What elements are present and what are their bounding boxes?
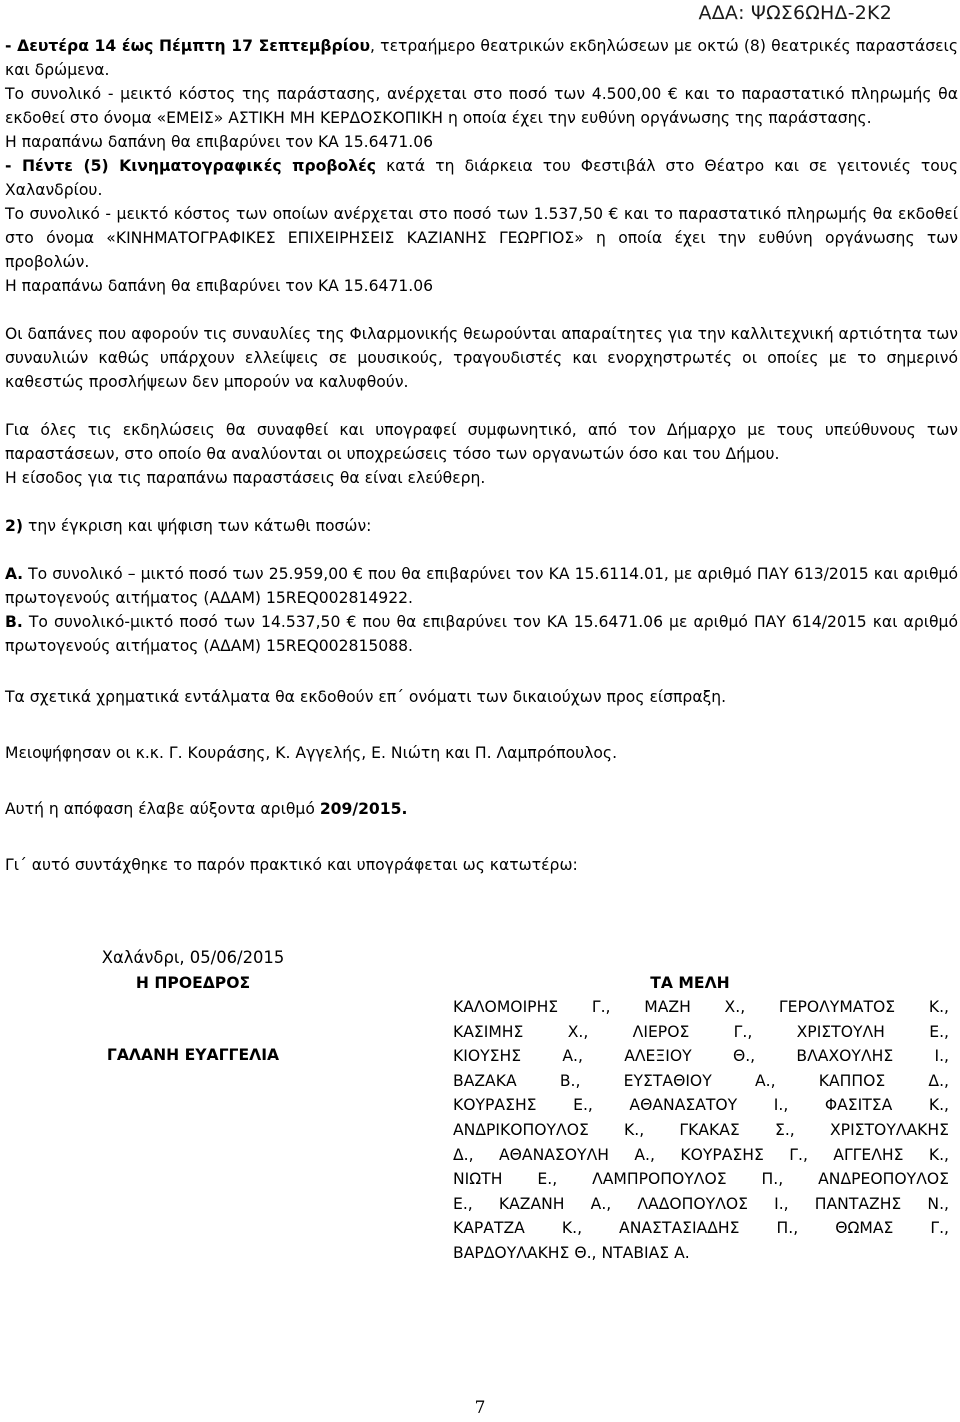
members-line: ΒΑΖΑΚΑ Β., ΕΥΣΤΑΘΙΟΥ Α., ΚΑΠΠΟΣ Δ., xyxy=(453,1071,949,1090)
paragraph-decision-number xyxy=(5,797,958,821)
paragraph-payment-orders: Τα σχετικά χρηματικά εντάλματα θα εκδοθούν επ΄ ονόματι των δικαιούχων προς είσπραξη. xyxy=(5,688,727,706)
paragraph-agreement: Για όλες τις εκδηλώσεις θα συναφθεί και υπογραφεί συμφωνητικό, από τον Δήμαρχο με τους υπεύθυνους των παραστάσεων, στο οποίο θα αναλύονται οι υποχρεώσεις τόσο των οργανωτών όσο και του Δήμου. xyxy=(5,421,958,463)
members-line: ΚΑΡΑΤΖΑ Κ., ΑΝΑΣΤΑΣΙΑΔΗΣ Π., ΘΩΜΑΣ Γ., xyxy=(453,1219,949,1238)
amount-a-label: Α. xyxy=(5,565,23,583)
paragraph-free-entry: Η είσοδος για τις παραπάνω παραστάσεις θα είναι ελεύθερη. xyxy=(5,469,486,487)
members-line: ΚΙΟΥΣΗΣ Α., ΑΛΕΞΙΟΥ Θ., ΒΛΑΧΟΥΛΗΣ Ι., xyxy=(453,1047,949,1066)
paragraph-film-cost: Το συνολικό - μεικτό κόστος των οποίων ανέρχεται στο ποσό των 1.537,50 € και το παραστατικό πληρωμής θα εκδοθεί στο όνομα «ΚΙΝΗΜΑΤΟΓΡΑΦΙΚΕΣ ΕΠΙΧΕΙΡΗΣΕΙΣ ΚΑΖΙΑΝΗΣ ΓΕΩΡΓΙΟΣ» η οποία έχει την ευθύνη οργάνωσης των προβολών. xyxy=(5,205,958,271)
film-screenings-text: κατά τη διάρκεια του Φεστιβάλ στο Θέατρο και σε γειτονιές τους Χαλανδρίου. xyxy=(5,157,958,199)
decision-number-text: Αυτή η απόφαση έλαβε αύξοντα αριθμό xyxy=(5,800,320,818)
amount-a-text: Το συνολικό – μικτό ποσό των 25.959,00 € που θα επιβαρύνει τον ΚΑ 15.6114.01, με αριθμό ΠΑΥ 613/2015 και αριθμό πρωτογενούς αιτήματος (ΑΔΑΜ) 15REQ002814922. xyxy=(5,565,958,607)
paragraph-amount-a xyxy=(5,562,958,610)
chair-title: Η ΠΡΟΕΔΡΟΣ xyxy=(135,974,251,992)
members-line: ΝΙΩΤΗ Ε., ΛΑΜΠΡΟΠΟΥΛΟΣ Π., ΑΝΔΡΕΟΠΟΥΛΟΣ xyxy=(453,1170,949,1189)
decision-number: 209/2015. xyxy=(319,800,408,818)
members-line: ΚΑΛΟΜΟΙΡΗΣ Γ., ΜΑΖΗ Χ., ΓΕΡΟΛΥΜΑΤΟΣ Κ., xyxy=(453,998,949,1016)
signature-date: Χαλάνδρι, 05/06/2015 xyxy=(101,948,285,967)
page-number: 7 xyxy=(474,1398,486,1418)
amount-b-text: Το συνολικό-μικτό ποσό των 14.537,50 € που θα επιβαρύνει τον ΚΑ 15.6471.06 με αριθμό ΠΑΥ 614/2015 και αριθμό πρωτογενούς αιτήματος (ΑΔΑΜ) 15REQ002815088. xyxy=(5,613,958,655)
members-line: ΚΑΣΙΜΗΣ Χ., ΛΙΕΡΟΣ Γ., ΧΡΙΣΤΟΥΛΗ Ε., xyxy=(453,1022,949,1041)
amount-b-label: Β. xyxy=(5,613,23,631)
paragraph-amount-b xyxy=(5,610,958,658)
paragraph-theatre-budget-code: Η παραπάνω δαπάνη θα επιβαρύνει τον ΚΑ 15.6471.06 xyxy=(5,133,434,151)
paragraph-philharmonic: Οι δαπάνες που αφορούν τις συναυλίες της Φιλαρμονικής θεωρούνται απαραίτητες για την καλλιτεχνική αρτιότητα των συναυλιών καθώς υπάρχουν ελλείψεις σε μουσικούς, τραγουδιστές και ενορχηστρωτές οι οποίες με το σημερινό καθεστώς προσλήψεων δεν μπορούν να καλυφθούν. xyxy=(5,325,958,391)
paragraph-closing: Γι΄ αυτό συντάχθηκε το παρόν πρακτικό και υπογράφεται ως κατωτέρω: xyxy=(5,856,578,874)
members-list xyxy=(453,995,949,1266)
ada-code: ΑΔΑ: ΨΩΣ6ΩΗΔ-2Κ2 xyxy=(698,2,892,24)
paragraph-film-screenings xyxy=(5,154,958,202)
theatre-events-heading: - Δευτέρα 14 έως Πέμπτη 17 Σεπτεμβρίου xyxy=(5,37,371,55)
members-line: ΒΑΡΔΟΥΛΑΚΗΣ Θ., ΝΤΑΒΙΑΣ Α. xyxy=(453,1243,690,1262)
theatre-events-text: , τετραήμερο θεατρικών εκδηλώσεων με οκτώ (8) θεατρικές παραστάσεις και δρώμενα. xyxy=(5,37,958,79)
chair-name: ΓΑΛΑΝΗ ΕΥΑΓΓΕΛΙΑ xyxy=(106,1046,280,1064)
paragraph-dissenting-votes: Μειοψήφησαν οι κ.κ. Γ. Κουράσης, Κ. Αγγελής, Ε. Νιώτη και Π. Λαμπρόπουλος. xyxy=(5,744,618,762)
signature-block xyxy=(0,946,960,1266)
members-line: Δ., ΑΘΑΝΑΣΟΥΛΗ Α., ΚΟΥΡΑΣΗΣ Γ., ΑΓΓΕΛΗΣ Κ., xyxy=(453,1145,949,1164)
document-body xyxy=(5,34,958,877)
approval-text: την έγκριση και ψήφιση των κάτωθι ποσών: xyxy=(22,517,372,535)
paragraph-film-budget-code: Η παραπάνω δαπάνη θα επιβαρύνει τον ΚΑ 15.6471.06 xyxy=(5,277,434,295)
paragraph-approval-heading xyxy=(5,514,958,538)
approval-number: 2) xyxy=(5,517,23,535)
paragraph-theatre-cost: Το συνολικό - μεικτό κόστος της παράστασης, ανέρχεται στο ποσό των 4.500,00 € και το παραστατικό πληρωμής θα εκδοθεί στο όνομα «ΕΜΕΙΣ» ΑΣΤΙΚΗ ΜΗ ΚΕΡΔΟΣΚΟΠΙΚΗ η οποία έχει την ευθύνη οργάνωσης της παράστασης. xyxy=(5,85,958,127)
members-line: ΚΟΥΡΑΣΗΣ Ε., ΑΘΑΝΑΣΑΤΟΥ Ι., ΦΑΣΙΤΣΑ Κ., xyxy=(453,1096,949,1115)
members-title: ΤΑ ΜΕΛΗ xyxy=(650,974,730,992)
film-screenings-heading: - Πέντε (5) Κινηματογραφικές προβολές xyxy=(5,157,377,175)
members-line: Ε., ΚΑΖΑΝΗ Α., ΛΑΔΟΠΟΥΛΟΣ Ι., ΠΑΝΤΑΖΗΣ Ν., xyxy=(453,1194,949,1213)
paragraph-theatre-events xyxy=(5,34,958,82)
members-line: ΑΝΔΡΙΚΟΠΟΥΛΟΣ Κ., ΓΚΑΚΑΣ Σ., ΧΡΙΣΤΟΥΛΑΚΗΣ xyxy=(453,1120,949,1139)
